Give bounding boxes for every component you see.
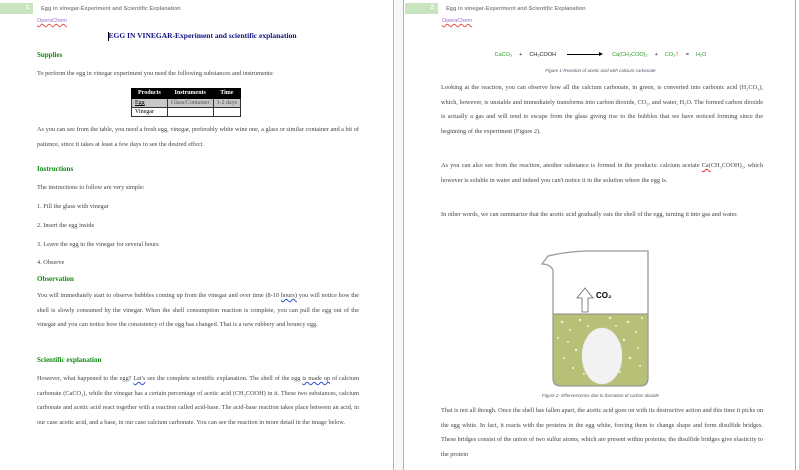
heading-observation: Observation — [37, 275, 74, 283]
reaction-paragraph: Looking at the reaction, you can observe how all the calcium carbonate, in green, is converted into carbonic acid (H₂CO₃), which, however, is unstable and immediately transforms into carbon dioxide, CO₂, and water, H₂O. The formed carbon dioxide is actually a gas and will tend to escape from the glass giving rise to the bubbles that we have noticed forming since the beginning of the experiment (Figure 2). — [441, 84, 763, 135]
calcium-acetate-paragraph — [441, 159, 763, 188]
grammar-flag[interactable]: Let's — [133, 375, 146, 382]
text-run: of calcium carbonate (CaCO₃), while the vinegar has a certain percentage of acetic acid (CH₃COOH) in it. These two substances, calcium carbonate and acetic acid react together with a reaction called acid-base. The acid-base reaction takes place between an acid, in our case acetic acid, and a base, in our case calcium carbonate. You can see the reaction in more detail in the image below. — [37, 375, 359, 426]
scientific-paragraph — [37, 372, 359, 430]
plus-sign: + — [519, 51, 523, 58]
text-run: As you can also see from the reaction, another substance is formed in the products: calcium acetate — [441, 162, 702, 169]
table-row — [132, 108, 241, 117]
page-header — [0, 3, 181, 14]
co2-text: CO₂ — [664, 52, 676, 58]
gas-arrow-icon: ↑ — [675, 51, 679, 58]
grammar-flag[interactable]: is made up — [302, 375, 331, 382]
observation-paragraph — [37, 289, 359, 333]
text-run: You will immediately start to observe bubbles coming up from the vinegar and over time (8-10 — [37, 292, 281, 299]
instruction-step: 3. Leave the egg in the vinegar for several hours — [37, 241, 159, 248]
document-title[interactable] — [0, 31, 394, 41]
figure-2-beaker — [540, 250, 670, 390]
instruction-step: 2. Insert the egg inside — [37, 222, 95, 229]
brand-link[interactable]: OperaChem — [37, 18, 67, 24]
table-cell: 1-2 days — [213, 99, 241, 108]
page-header — [405, 3, 586, 14]
running-title: Egg in vinegar-Experiment and Scientific Explanation — [41, 5, 181, 12]
table-header: Time — [213, 89, 241, 99]
protein-paragraph: That is not all though. Once the shell has fallen apart, the acetic acid goes on with its destructive action and this time it picks on the egg white. In fact, it reacts with the proteins in the egg white, forcing them to change shape and form disulfide bridges. These bridges consist of the union of two sulfur atoms, which are present within proteins; the disulfide bridges give elasticity to the protein — [441, 407, 763, 458]
upward-arrow-icon — [577, 288, 593, 312]
running-title: Egg in vinegar-Experiment and Scientific Explanation — [446, 5, 586, 12]
supplies-table — [131, 88, 241, 117]
summary-paragraph: In other words, we can summarize that the acetic acid gradually eats the shell of the egg, turning it into gas and water. — [441, 211, 738, 218]
table-header: Instruments — [167, 89, 213, 99]
equals-sign: = — [685, 51, 689, 58]
reactant-caco3: CaCO₃ — [494, 51, 513, 58]
heading-instructions: Instructions — [37, 165, 74, 173]
reaction-equation — [405, 51, 796, 58]
instructions-intro: The instructions to follow are very simple: — [37, 184, 145, 191]
heading-scientific-explanation: Scientific explanation — [37, 356, 102, 364]
product-water: H₂O — [695, 51, 707, 58]
table-cell: Glass/Container — [167, 99, 213, 108]
plus-sign: + — [654, 51, 658, 58]
supplies-intro: To perform the egg in vinegar experiment you need the following substances and instruments: — [37, 70, 274, 77]
table-header: Products — [132, 89, 168, 99]
page-number: 2 — [405, 3, 438, 14]
page-1 — [0, 0, 394, 470]
text-run: see the complete scientific explanation. The shell of the egg — [145, 375, 303, 382]
heading-supplies: Supplies — [37, 51, 63, 59]
instruction-step: 1. Fill the glass with vinegar — [37, 203, 109, 210]
beaker-illustration — [540, 250, 670, 390]
table-cell: Egg — [132, 99, 168, 108]
supplies-paragraph: As you can see from the table, you need a fresh egg, vinegar, preferably white wine one, a glass or similar container and a bit of patience, since it takes at least a few days to see the desired effect. — [37, 126, 359, 148]
text-run: CH₃COOH)₂, which however is soluble in water and indeed you can't notice it in the solution where the egg is. — [441, 162, 763, 184]
text-run: you will notice how the shell is slowly consumed by the vinegar. When the shell consumption reaction is complete, you can pull the egg out of the vinegar and you can notice how the consistency of the egg has changed. That is a new rubbery and bouncy egg. — [37, 292, 359, 328]
product-co2 — [665, 51, 679, 58]
page-2 — [405, 0, 796, 470]
table-cell: Vinegar — [132, 108, 168, 117]
table-cell — [167, 108, 213, 117]
co2-label: CO₂ — [596, 291, 612, 300]
figure-2-caption: Figure 2- Effervescence due to formation of carbon dioxide — [541, 393, 660, 398]
table-row — [132, 99, 241, 108]
document-title-text: EGG IN VINEGAR-Experiment and scientific explanation — [108, 31, 297, 40]
text-run: However, what happened to the egg? — [37, 375, 134, 382]
page-number: 1 — [0, 3, 33, 14]
reactant-acetic-acid: CH₃COOH — [529, 51, 557, 58]
product-calcium-acetate: Ca(CH₃COO)₂ — [612, 51, 648, 58]
figure-1-caption: Figure 1-Reaction of acetic acid with calcium carbonate — [545, 68, 656, 73]
table-cell — [213, 108, 241, 117]
spelling-flag[interactable]: Ca( — [701, 162, 711, 169]
brand-link[interactable]: OperaChem — [442, 18, 472, 24]
grammar-flag[interactable]: hours) — [280, 292, 297, 299]
instruction-step: 4. Observe — [37, 259, 65, 266]
egg-shape — [582, 328, 622, 384]
page-gutter — [395, 0, 404, 470]
reaction-arrow-icon — [567, 54, 601, 55]
